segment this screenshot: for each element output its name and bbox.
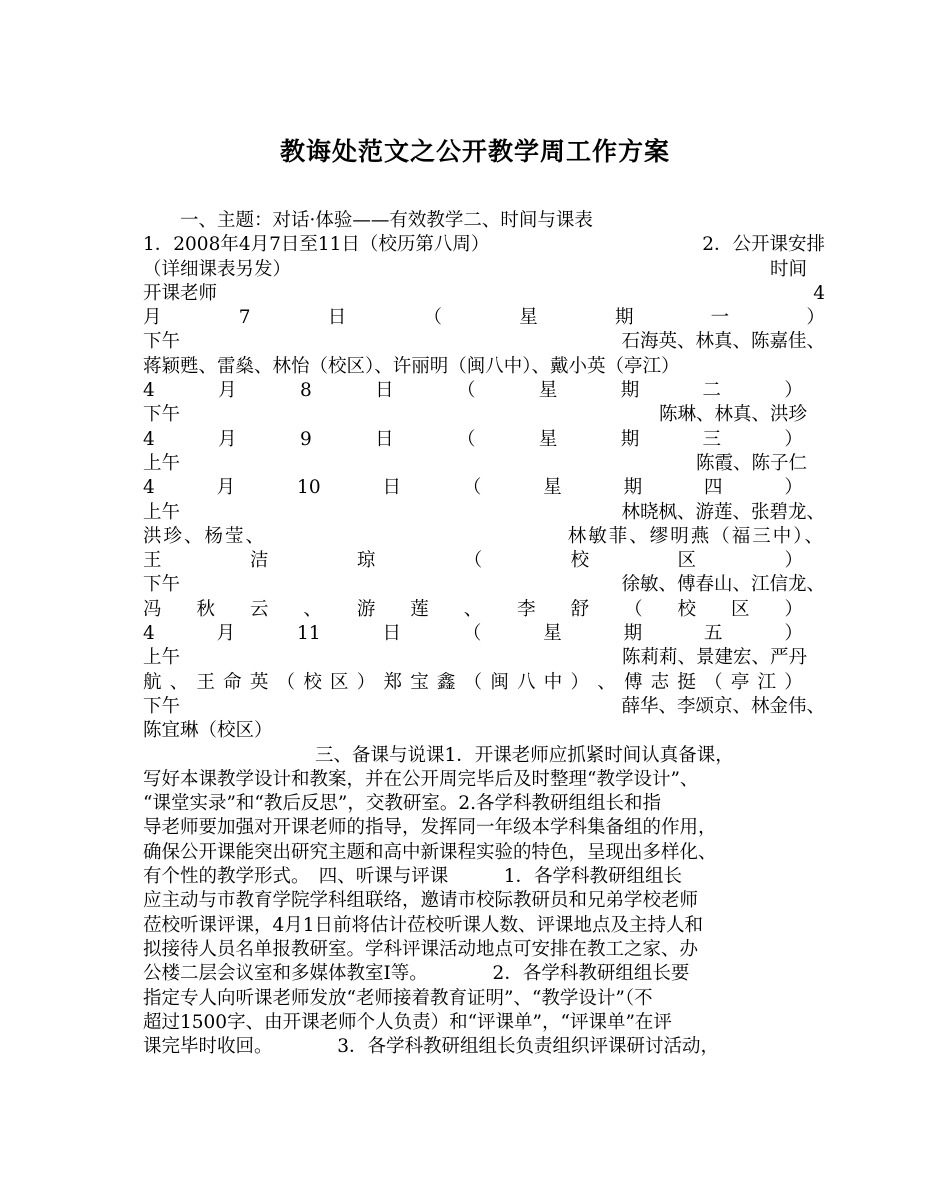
text-line [143, 501, 825, 525]
text-fragment: ） [784, 380, 803, 402]
text-line [143, 258, 825, 282]
text-fragment: （ [463, 671, 483, 693]
text-fragment: 区 [330, 671, 349, 693]
text-fragment: ） [784, 623, 803, 645]
date-line [143, 476, 803, 500]
teacher-list: 陈宜琳（校区） [143, 720, 273, 742]
text-line [143, 525, 825, 549]
text-fragment: 星 [519, 307, 538, 329]
teacher-list: 陈霞、陈子仁 [695, 452, 807, 474]
text-fragment: 闽 [490, 671, 509, 693]
text-fragment: （ [463, 550, 483, 572]
text-fragment: ） [570, 671, 590, 693]
teacher-list: 林敏菲、缪明燕（福三中）、 [567, 525, 825, 547]
document-title: 教诲处范文之公开教学周工作方案 [279, 137, 670, 166]
text-fragment: 、 [597, 671, 616, 693]
text-fragment: 命 [223, 671, 242, 693]
text-fragment: 江 [757, 671, 777, 693]
paragraph-line: 确保公开课能突出研究主题和高中新课程实验的特色，呈现出多样化、 [143, 841, 717, 863]
text-fragment: （ [276, 671, 296, 693]
paragraph-line: 指定专人向听课老师发放“老师接着教育证明”、“教学设计”（不 [143, 987, 653, 1009]
text-fragment: 星 [538, 380, 558, 402]
text-fragment: 期 [623, 623, 643, 645]
text-fragment: 三 [702, 428, 722, 450]
text-line [143, 695, 825, 719]
text-fragment: （ [462, 477, 482, 499]
text-fragment: 8 [299, 380, 312, 402]
text-fragment: 、 [463, 598, 483, 620]
text-fragment: （ [462, 623, 482, 645]
date-line [143, 379, 803, 403]
text-fragment: 校 [570, 550, 590, 572]
paragraph-line: 有个性的教学形式。 四、听课与评课 1．各学科教研组组长 [143, 866, 683, 888]
text-fragment: 一 [710, 307, 730, 329]
text-fragment: 鑫 [436, 671, 456, 693]
text-fragment: 、 [169, 671, 189, 693]
text-fragment: 莲 [410, 598, 429, 620]
text-fragment: ） [784, 428, 803, 450]
text-line [143, 646, 825, 670]
text-fragment: 4 [813, 282, 825, 304]
text-fragment: 冯 [143, 598, 162, 620]
schedule-note: （详细课表另发） [143, 258, 292, 280]
document-body [143, 209, 825, 1059]
text-fragment: 日 [375, 380, 394, 402]
text-line [143, 573, 825, 597]
text-fragment: ） [806, 307, 825, 329]
text-fragment: 宝 [410, 671, 429, 693]
column-label-time: 时间 [769, 258, 807, 280]
text-fragment: 4 [143, 623, 155, 645]
text-line [143, 452, 825, 476]
text-fragment: 舒 [570, 598, 590, 620]
paragraph-line: “课堂实录”和“教后反思”，交教研室。2.各学科教研组组长和指 [143, 793, 661, 815]
text-line [143, 282, 825, 306]
text-fragment: （ [456, 380, 476, 402]
text-fragment: ） [784, 671, 803, 693]
text-fragment: 星 [538, 428, 558, 450]
paragraph-line: 拟接待人员名单报教研室。学科评课活动地点可安排在教工之家、办 [143, 938, 699, 960]
text-fragment: 月 [218, 428, 237, 450]
session-label: 下午 [143, 404, 181, 426]
date-range: 1．2008年4月7日至11日（校历第八周） [143, 234, 490, 256]
text-fragment: 秋 [196, 598, 215, 620]
teacher-list: 蒋颖甦、雷燊、林怡（校区）、许丽明（闽八中）、戴小英（亭江） [143, 355, 680, 377]
text-fragment: 星 [543, 477, 562, 499]
section-heading: 2．公开课安排 [702, 234, 825, 256]
teacher-line [143, 598, 803, 622]
text-fragment: （ [624, 598, 643, 620]
text-fragment: 日 [375, 428, 394, 450]
teacher-list: 林晓枫、游莲、张碧龙、 [621, 501, 825, 523]
session-label: 下午 [143, 574, 181, 596]
text-fragment: 期 [614, 307, 634, 329]
session-label: 上午 [143, 501, 181, 523]
text-fragment: 4 [143, 477, 155, 499]
text-fragment: 星 [543, 623, 562, 645]
text-fragment: 航 [143, 671, 162, 693]
paragraph-line: 公楼二层会议室和多媒体教室Ⅰ等。 2．各学科教研组组长要 [143, 963, 690, 985]
text-fragment: 中 [543, 671, 563, 693]
text-fragment: 志 [650, 671, 670, 693]
text-fragment: 八 [517, 671, 536, 693]
paragraph-line: 三、备课与说课1．开课老师应抓紧时间认真备课， [315, 744, 734, 766]
text-fragment: 李 [517, 598, 536, 620]
teacher-line [143, 549, 803, 573]
text-fragment: （ [456, 428, 476, 450]
paragraph-line: 应主动与市教育学院学科组联络，邀请市校际教研员和兄弟学校老师 [143, 890, 699, 912]
text-fragment: 亭 [730, 671, 750, 693]
text-fragment: 期 [620, 380, 640, 402]
text-fragment: 日 [327, 307, 347, 329]
text-fragment: 期 [620, 428, 640, 450]
text-fragment: （ [704, 671, 723, 693]
session-label: 上午 [143, 647, 181, 669]
column-label-teacher: 开课老师 [143, 282, 218, 304]
text-fragment: 9 [299, 428, 312, 450]
text-line [143, 233, 825, 257]
text-fragment: 、 [303, 598, 322, 620]
date-line [143, 622, 803, 646]
text-fragment: ） [784, 550, 803, 572]
paragraph-line: 导老师要加强对开课老师的指导，发挥同一年级本学科集备组的作用， [143, 817, 717, 839]
text-fragment: （ [423, 307, 442, 329]
text-fragment: 日 [382, 623, 401, 645]
teacher-list: 薛华、李颂京、林金伟、 [621, 695, 825, 717]
text-fragment: 月 [218, 380, 237, 402]
text-fragment: 4 [143, 428, 155, 450]
text-fragment: 区 [730, 598, 750, 620]
session-label: 下午 [143, 331, 181, 353]
text-fragment: 校 [677, 598, 697, 620]
text-fragment: 7 [238, 307, 251, 329]
text-line [143, 403, 825, 427]
text-fragment: 月 [216, 477, 236, 499]
text-fragment: 游 [356, 598, 376, 620]
text-fragment: 11 [297, 623, 321, 645]
text-fragment: ） [356, 671, 376, 693]
teacher-list: 洪珍、杨莹、 [143, 525, 267, 547]
text-fragment: 区 [677, 550, 697, 572]
text-fragment: 英 [249, 671, 269, 693]
text-fragment: 郑 [383, 671, 402, 693]
session-label: 下午 [143, 695, 181, 717]
text-line [143, 330, 825, 354]
text-fragment: 10 [297, 477, 321, 499]
text-fragment: 二 [702, 380, 722, 402]
text-fragment: 傅 [623, 671, 643, 693]
text-fragment: ） [784, 598, 803, 620]
text-fragment: 期 [623, 477, 643, 499]
paragraph-line: 莅校听课评课，4月1日前将估计莅校听课人数、评课地点及主持人和 [143, 914, 704, 936]
text-fragment: 4 [143, 380, 155, 402]
text-fragment: 月 [216, 623, 236, 645]
text-fragment: 洁 [249, 550, 269, 572]
teacher-list: 徐敏、傅春山、江信龙、 [621, 574, 825, 596]
text-fragment: 五 [704, 623, 723, 645]
text-fragment: 挺 [677, 671, 696, 693]
session-label: 上午 [143, 452, 181, 474]
teacher-line [143, 671, 803, 695]
paragraph-line: 课完毕时收回。 3．各学科教研组组长负责组织评课研讨活动， [143, 1036, 720, 1058]
teacher-list: 石海英、林真、陈嘉佳、 [621, 331, 825, 353]
text-fragment: 校 [303, 671, 322, 693]
paragraph-line: 写好本课教学设计和教案，并在公开周完毕后及时整理“教学设计”、 [143, 768, 699, 790]
text-fragment: 云 [249, 598, 269, 620]
date-line [143, 306, 825, 330]
text-fragment: 王 [196, 671, 215, 693]
text-fragment: 王 [143, 550, 162, 572]
text-fragment: 四 [704, 477, 723, 499]
text-fragment: 琼 [356, 550, 376, 572]
text-fragment: ） [784, 477, 803, 499]
paragraph-line: 超过1500字、由开课老师个人负责）和“评课单”，“评课单”在评 [143, 1011, 672, 1033]
text-fragment: 日 [382, 477, 401, 499]
teacher-list: 陈莉莉、景建宏、严丹 [621, 647, 807, 669]
text-line: 一、主题：对话·体验——有效教学二、时间与课表 [180, 210, 593, 231]
teacher-list: 陈琳、林真、洪珍 [658, 404, 807, 426]
text-fragment: 月 [143, 307, 162, 329]
date-line [143, 428, 803, 452]
